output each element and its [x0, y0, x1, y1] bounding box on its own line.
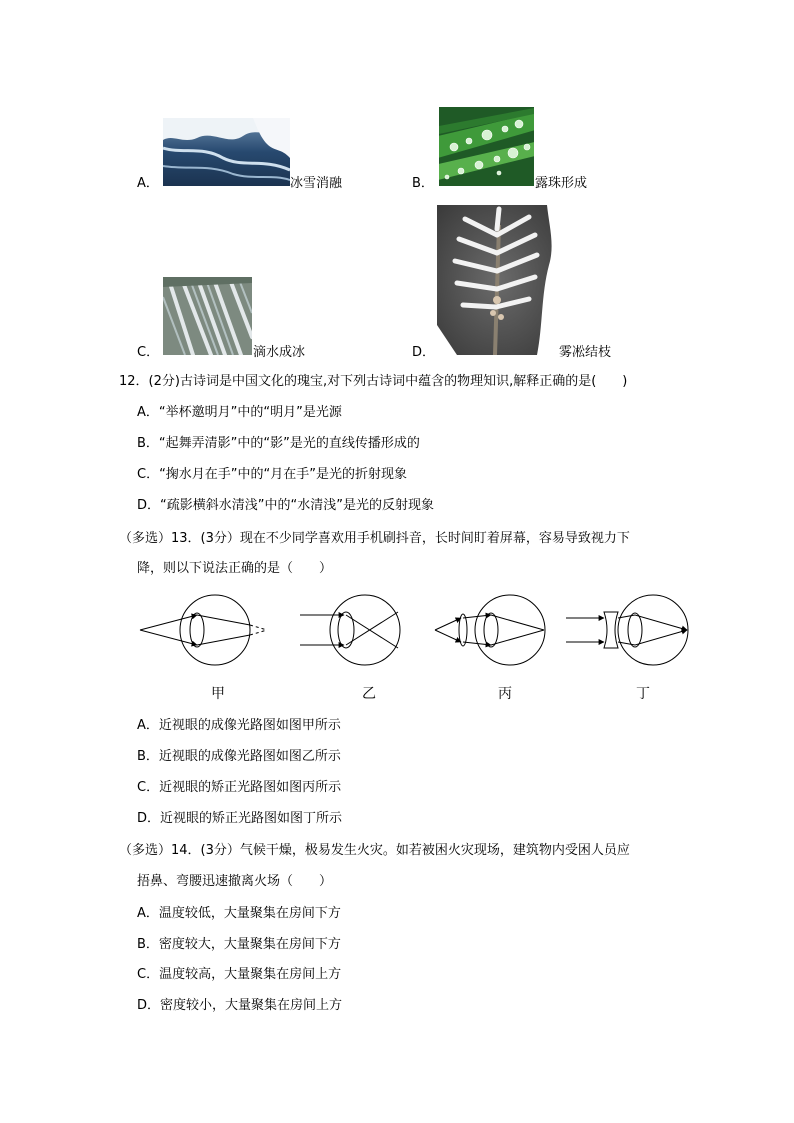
option-d: D．“疏影横斜水清浅”中的“水清浅”是光的反射现象	[137, 498, 434, 513]
diagram-label-jia: 甲	[211, 686, 225, 702]
question-stem: 12．(2分)古诗词是中国文化的瑰宝,对下列古诗词中蕴含的物理知识,解释正确的是( )	[119, 374, 628, 389]
option-d: D．密度较小，大量聚集在房间上方	[137, 998, 343, 1013]
option-a: A．“举杯邀明月”中的“明月”是光源	[137, 405, 342, 420]
option-letter: D．	[412, 345, 436, 360]
diagram-jia	[140, 595, 267, 665]
option-caption: 雾凇结枝	[559, 345, 612, 360]
diagram-label-yi: 乙	[362, 686, 376, 702]
option-c: C．近视眼的矫正光路图如图丙所示	[137, 780, 342, 795]
option-caption: 露珠形成	[535, 176, 588, 191]
option-a: A．温度较低，大量聚集在房间下方	[137, 906, 341, 921]
dripping-water-ice-photo	[163, 277, 252, 355]
option-c: C．“掬水月在手”中的“月在手”是光的折射现象	[137, 467, 408, 482]
option-caption: 冰雪消融	[290, 176, 343, 191]
question-stem-line1: （多选）13．(3分）现在不少同学喜欢用手机刷抖音，长时间盯着屏幕，容易导致视力下	[119, 531, 630, 546]
ice-snow-melting-photo	[163, 118, 290, 186]
option-a: A．近视眼的成像光路图如图甲所示	[137, 718, 341, 733]
option-letter: A．	[137, 176, 159, 191]
question-stem-line1: （多选）14．(3分）气候干燥，极易发生火灾。如若被困火灾现场，建筑物内受困人员应	[119, 843, 630, 858]
rime-on-branch-photo	[437, 205, 559, 355]
eye-optics-diagrams	[130, 588, 700, 673]
option-caption: 滴水成冰	[253, 345, 306, 360]
dew-drops-photo	[439, 107, 534, 186]
question-stem-line2: 降，则以下说法正确的是（ ）	[137, 561, 333, 576]
option-c: C．温度较高，大量聚集在房间上方	[137, 967, 342, 982]
question-stem-line2: 捂鼻、弯腰迅速撤离火场（ ）	[137, 874, 333, 889]
diagram-label-bing: 丙	[498, 686, 512, 702]
diagram-bing	[435, 595, 545, 665]
diagram-label-ding: 丁	[636, 686, 650, 702]
option-letter: B．	[412, 176, 434, 191]
option-b: B．密度较大，大量聚集在房间下方	[137, 937, 341, 952]
option-letter: C．	[137, 345, 160, 360]
diagram-yi	[300, 595, 400, 665]
option-b: B．“起舞弄清影”中的“影”是光的直线传播形成的	[137, 436, 420, 451]
option-b: B．近视眼的成像光路图如图乙所示	[137, 749, 341, 764]
diagram-ding	[566, 595, 688, 665]
option-d: D．近视眼的矫正光路图如图丁所示	[137, 811, 343, 826]
